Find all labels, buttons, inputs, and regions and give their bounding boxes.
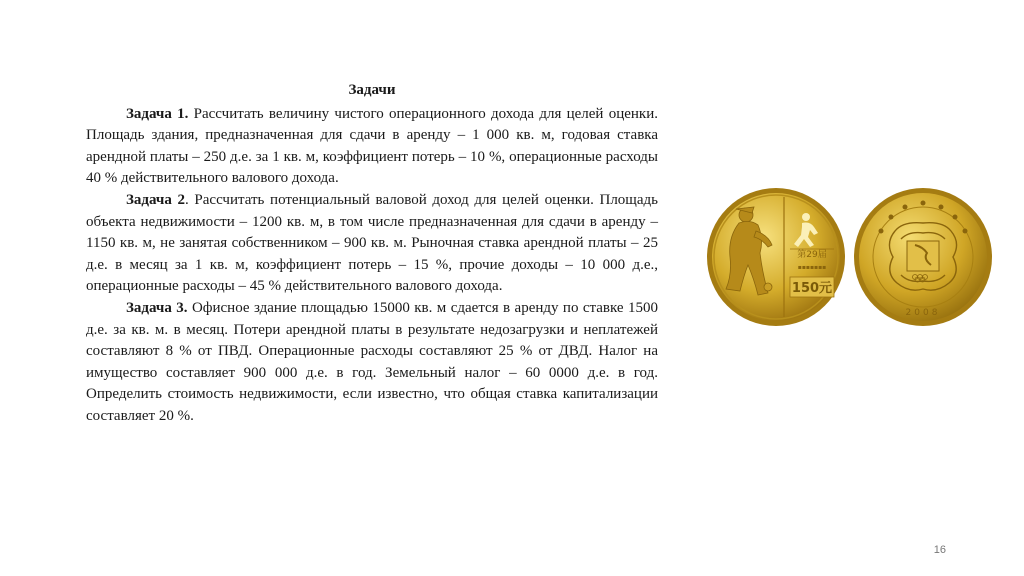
- task-3-label: Задача 3.: [126, 299, 188, 316]
- coin-games-text-icon: ▪▪▪▪▪▪▪: [797, 264, 827, 271]
- task-text-block: [86, 80, 658, 428]
- task-1-label: Задача 1.: [126, 105, 189, 122]
- slide-heading: Задачи: [348, 82, 396, 98]
- beijing-emblem-icon: [907, 241, 939, 271]
- task-3: [86, 298, 658, 428]
- task-2-label: Задача 2: [126, 191, 186, 208]
- task-2-text: . Рассчитать потенциальный валовой доход для целей оценки. Площадь объекта недвижимости – 1200 кв. м, в том числе предназначенная для сдачи в аренду – 1150 кв. м, не занятая собственником – 900 кв. м. Рыночная ставка арендной платы – 25 д.е. в месяц за 1 кв. м, коэффициент потерь – 15 %, прочие доходы – 10 000 д.е., операционные расходы – 45 % действительного валового дохода.: [86, 191, 658, 295]
- coin-reverse-image: [853, 187, 993, 327]
- task-3-text: Офисное здание площадью 15000 кв. м сдается в аренду по ставке 1500 д.е. за кв. м. в месяц. Потери арендной платы в результате недозагрузки и неплатежей составляют 8 % от ПВД. Операционные расходы составляют 25 % от ДВД. Налог на имущество составляет 900 000 д.е. в год. Земельный налог – 60 0000 д.е. в год. Определить стоимость недвижимости, если известно, что общая ставка капитализации составляет 20 %.: [86, 299, 658, 424]
- task-1: [86, 104, 658, 190]
- coin-edition: 第29届: [797, 250, 827, 260]
- coin-denomination: 150元: [791, 281, 833, 296]
- task-1-text: Рассчитать величину чистого операционного дохода для целей оценки. Площадь здания, предназначенная для сдачи в аренду – 1 000 кв. м, годовая ставка арендной платы – 250 д.е. за 1 кв. м, коэффициент потерь – 10 %, операционные расходы 40 % действительного валового дохода.: [86, 105, 658, 187]
- coin-obverse-image: [706, 187, 846, 327]
- coin-reverse-year: 2008: [905, 308, 941, 318]
- page-number: 16: [933, 544, 946, 556]
- task-2: [86, 190, 658, 298]
